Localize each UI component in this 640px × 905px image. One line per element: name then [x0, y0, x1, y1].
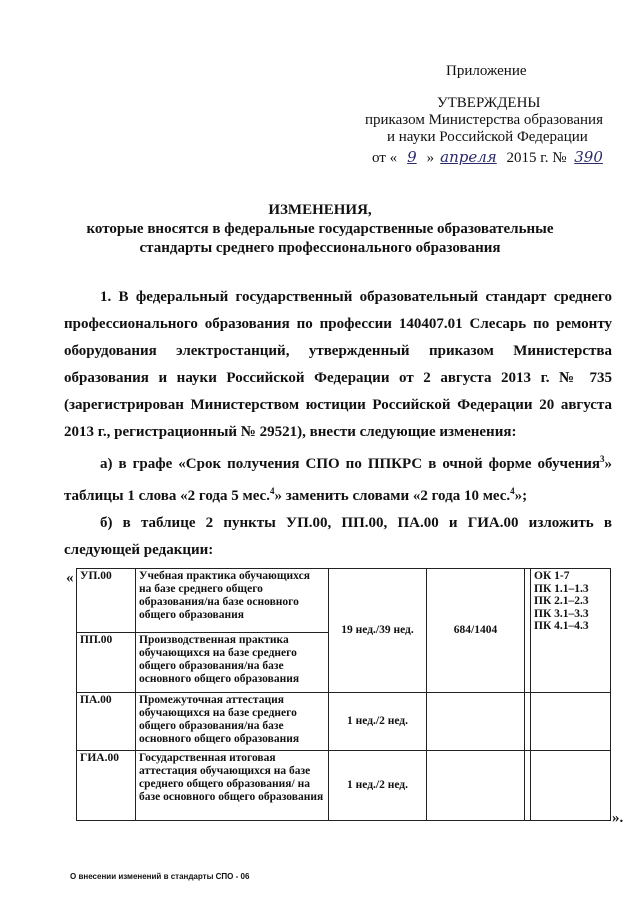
- row-description: Производственная практика обучающихся на базе среднего общего образования/на базе основного общего образования: [136, 633, 329, 693]
- curriculum-table: [76, 568, 611, 821]
- appendix-label: Приложение: [446, 63, 527, 79]
- weeks-cell: 19 нед./39 нед.: [329, 569, 427, 693]
- table-row: [77, 693, 611, 751]
- table-close-quote: ».: [612, 810, 624, 826]
- approved-line-2: и науки Российской Федерации: [387, 129, 588, 145]
- row-code: ГИА.00: [77, 751, 136, 821]
- competencies-cell: [531, 569, 611, 693]
- paragraph-3: б) в таблице 2 пункты УП.00, ПП.00, ПА.00 и ГИА.00 изложить в следующей редакции:: [64, 515, 612, 558]
- date-year: 2015 г. №: [506, 150, 567, 166]
- paragraph-2: а) в графе «Срок получения СПО по ППКРС в очной форме обучения$^3$» таблицы 1 слова «2 года 5 мес.$^4$» заменить словами «2 года 10 мес.$^4$»;: [64, 454, 612, 504]
- table-row: [77, 751, 611, 821]
- weeks-cell: 1 нед./2 нед.: [329, 751, 427, 821]
- row-description: Промежуточная аттестация обучающихся на базе среднего общего образования/на базе основного общего образования: [136, 693, 329, 751]
- weeks-cell: 1 нед./2 нед.: [329, 693, 427, 751]
- table-open-quote: «: [66, 570, 74, 586]
- competency-item: ПК 3.1–3.3: [534, 607, 589, 620]
- order-number: 390: [574, 148, 603, 166]
- row-code: ПА.00: [77, 693, 136, 751]
- hours-cell: 684/1404: [427, 569, 525, 693]
- table-row: [77, 569, 611, 633]
- footer-note: О внесении изменений в стандарты СПО - 06: [70, 872, 250, 881]
- footnote-4a: 4: [269, 486, 275, 496]
- row-code: УП.00: [77, 569, 136, 633]
- row-description: Учебная практика обучающихся на базе среднего общего образования/на базе основного общего образования: [136, 569, 329, 633]
- doc-subtitle-1: которые вносятся в федеральные государственные образовательные: [86, 221, 554, 237]
- body-text: [64, 284, 612, 564]
- date-quote-close: »: [426, 150, 435, 166]
- date-month: апреля: [440, 148, 497, 166]
- competency-item: ПК 4.1–4.3: [534, 620, 589, 632]
- competency-item: ОК 1-7: [534, 570, 570, 582]
- doc-title: ИЗМЕНЕНИЯ,: [268, 202, 372, 218]
- approved-line-1: приказом Министерства образования: [365, 112, 603, 128]
- date-day: 9: [407, 148, 417, 166]
- footnote-3: 3: [600, 454, 605, 464]
- approved-label: УТВЕРЖДЕНЫ: [437, 95, 541, 111]
- competency-item: ПК 2.1–2.3: [534, 595, 589, 607]
- paragraph-1: 1. В федеральный государственный образовательный стандарт среднего профессионального образования по профессии 140407.01 Слесарь по ремонту оборудования электростанций, утвержденный приказом Министерства образования и науки Российской Федерации от 2 августа 2013 г. № 735 (зарегистрирован Министерством юстиции Российской Федерации 20 августа 2013 г., регистрационный № 29521), внести следующие изменения:: [64, 289, 612, 440]
- competency-item: ПК 1.1–1.3: [534, 582, 589, 595]
- row-description: Государственная итоговая аттестация обучающихся на базе среднего общего образования/ на базе основного общего образования: [136, 751, 329, 821]
- row-code: ПП.00: [77, 633, 136, 693]
- doc-subtitle-2: стандарты среднего профессионального образования: [139, 240, 501, 256]
- order-date-line: [372, 148, 607, 167]
- date-prefix: от «: [372, 150, 398, 166]
- footnote-4b: 4: [510, 486, 515, 496]
